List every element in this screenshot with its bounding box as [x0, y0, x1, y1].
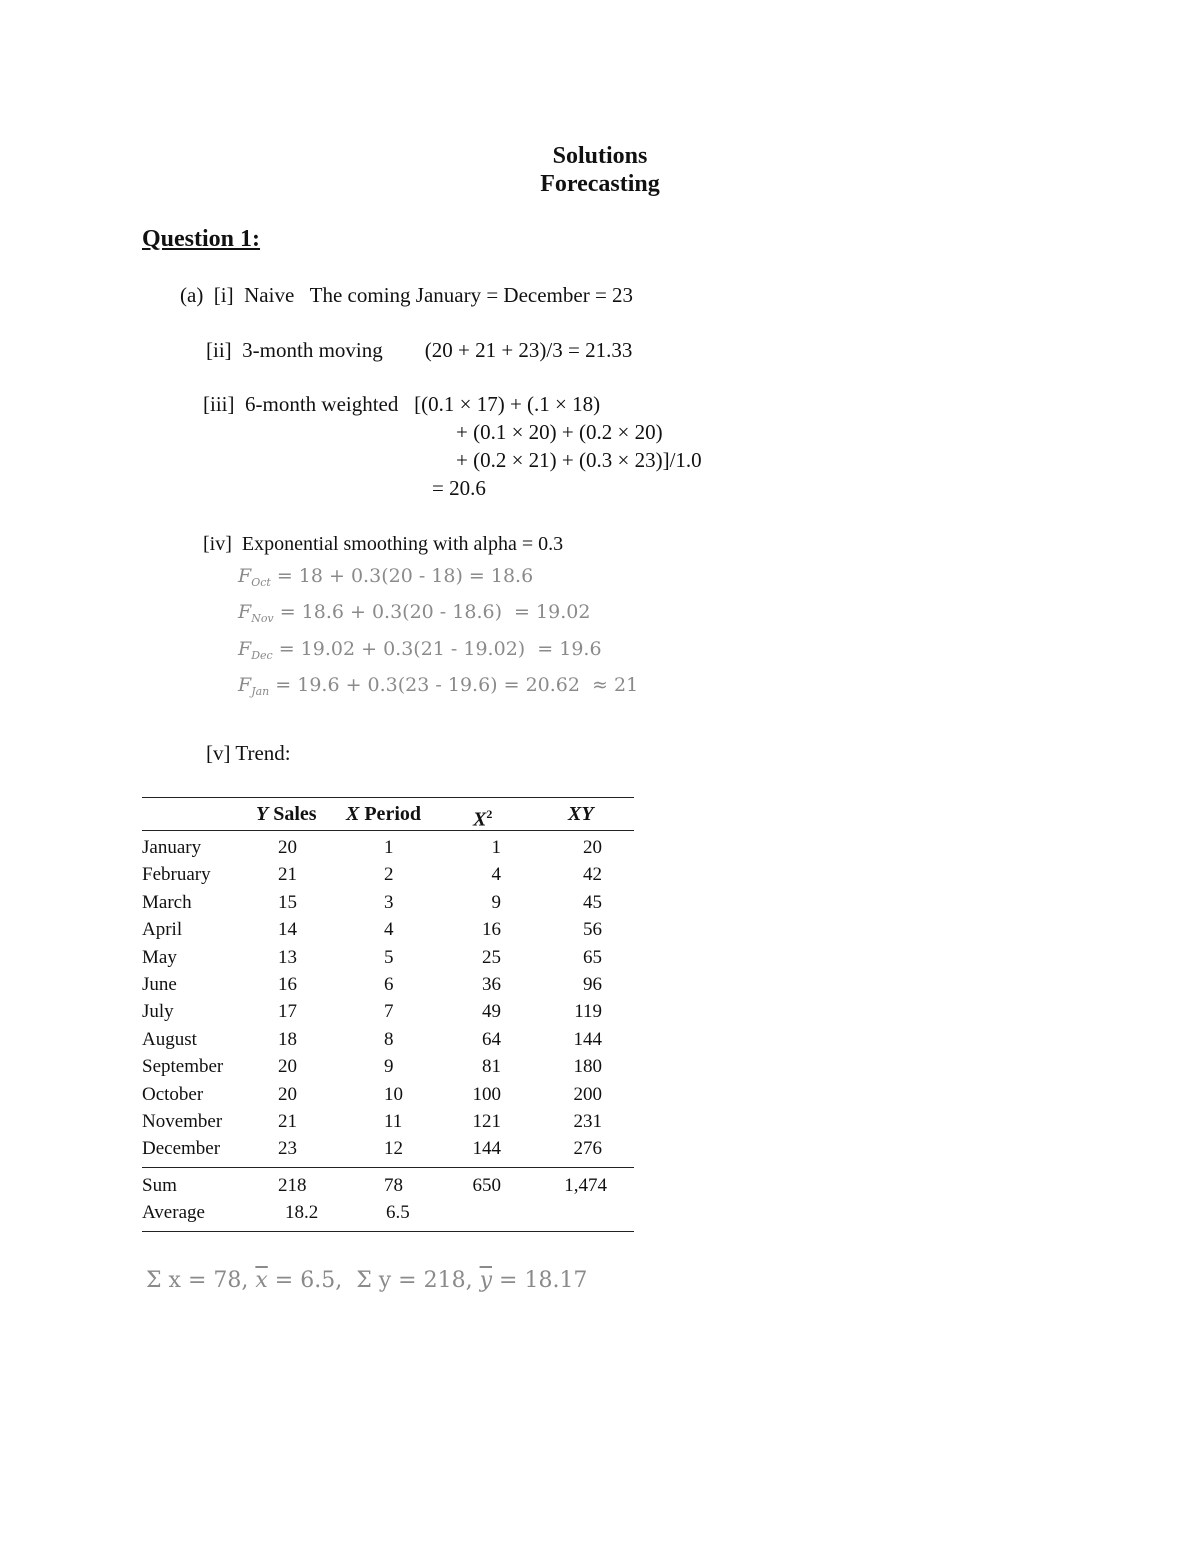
summary-statistics: Σ x = 78, $\overline{x} = 6.5$, Σ y = 218, $\overline{y} = 18.17$ — [146, 1268, 588, 1293]
table-cell: 1 — [491, 837, 501, 858]
exp-equation-dec: $F_{Dec} = 19.02 + 0.3(21 - 19.02) = 19.6$ — [238, 638, 602, 662]
table-cell: 7 — [384, 1001, 394, 1023]
header-y-sales: Y Sales — [256, 803, 317, 825]
table-cell: 4 — [384, 919, 394, 941]
naive-forecast-line: (a) [i] Naive The coming January = December = 23 — [180, 283, 634, 307]
table-cell: 3 — [384, 891, 394, 913]
table-row — [142, 1053, 634, 1080]
table-row — [142, 971, 634, 998]
table-cell: 10 — [384, 1083, 403, 1105]
table-row — [142, 1081, 634, 1108]
table-cell: 13 — [278, 946, 297, 968]
table-row — [142, 1108, 634, 1135]
table-row — [142, 861, 634, 888]
table-cell: July — [142, 1001, 174, 1023]
table-header-rule — [142, 830, 634, 831]
table-top-rule — [142, 797, 634, 798]
question-heading: Question 1: — [142, 226, 261, 252]
table-cell: April — [142, 919, 183, 941]
table-cell: 180 — [573, 1056, 602, 1078]
table-cell: 21 — [278, 1111, 297, 1132]
weighted-line-1: [iii] 6-month weighted [(0.1 × 17) + (.1 × 18) — [203, 392, 601, 416]
table-cell: 96 — [583, 974, 602, 995]
table-row — [142, 889, 634, 916]
table-cell: 12 — [384, 1138, 403, 1160]
table-row — [142, 1135, 634, 1162]
header-x-period: X Period — [346, 803, 421, 825]
table-cell: 81 — [482, 1056, 501, 1078]
weighted-line-2: + (0.1 × 20) + (0.2 × 20) — [456, 420, 663, 444]
table-cell: 45 — [583, 891, 602, 913]
table-cell: March — [142, 891, 192, 913]
table-row — [142, 1026, 634, 1053]
exp-equation-jan: $F_{Jan} = 19.6 + 0.3(23 - 19.6) = 20.62 \approx 21$ — [238, 674, 639, 698]
table-cell: 231 — [573, 1111, 602, 1132]
table-cell: 17 — [278, 1001, 297, 1023]
table-cell: 9 — [491, 891, 501, 913]
trend-label: [v] Trend: — [206, 741, 291, 765]
page-subtitle: Forecasting — [540, 171, 660, 197]
table-cell: 121 — [472, 1111, 501, 1132]
table-cell: 18 — [278, 1028, 297, 1050]
table-cell: 4 — [491, 864, 501, 886]
table-row — [142, 834, 634, 861]
table-cell: 20 — [278, 1056, 297, 1078]
table-cell: 9 — [384, 1056, 394, 1078]
table-sum-rule — [142, 1167, 634, 1168]
exp-equation-nov: $F_{Nov} = 18.6 + 0.3(20 - 18.6) = 19.02$ — [238, 601, 591, 625]
table-cell: August — [142, 1028, 197, 1050]
table-cell: October — [142, 1083, 204, 1105]
table-cell: 65 — [583, 946, 602, 968]
table-cell: 1 — [384, 837, 394, 858]
table-cell: 276 — [573, 1138, 602, 1160]
table-cell: June — [142, 974, 177, 995]
table-cell: 25 — [482, 946, 501, 968]
table-cell: 49 — [482, 1001, 501, 1023]
table-cell: 2 — [384, 864, 394, 886]
table-cell: 16 — [482, 919, 501, 941]
table-cell: 23 — [278, 1138, 297, 1160]
table-cell: 144 — [472, 1138, 501, 1160]
table-cell: September — [142, 1056, 224, 1078]
table-cell: 20 — [278, 837, 297, 858]
table-cell: 64 — [482, 1028, 501, 1050]
exp-equation-oct: $F_{Oct} = 18 + 0.3(20 - 18) = 18.6$ — [238, 565, 534, 589]
weighted-result: = 20.6 — [432, 476, 486, 500]
table-row-average: Average 18.2 6.5 — [142, 1202, 410, 1223]
weighted-line-3: + (0.2 × 21) + (0.3 × 23)]/1.0 — [456, 448, 702, 472]
table-cell: 119 — [574, 1001, 602, 1023]
table-cell: February — [142, 864, 211, 886]
table-cell: 5 — [384, 946, 394, 968]
table-row-sum: Sum 218 78 650 1,474 — [142, 1175, 607, 1196]
table-row — [142, 916, 634, 943]
table-cell: 6 — [384, 974, 394, 995]
table-cell: May — [142, 946, 177, 968]
header-xy: XY — [568, 803, 594, 825]
table-cell: 14 — [278, 919, 297, 941]
table-cell: 11 — [384, 1111, 403, 1132]
table-cell: 20 — [583, 837, 602, 858]
table-cell: 42 — [583, 864, 602, 886]
table-cell: 56 — [583, 919, 602, 941]
table-cell: 144 — [573, 1028, 602, 1050]
table-cell: January — [142, 837, 202, 858]
table-cell: 36 — [482, 974, 501, 995]
exponential-heading: [iv] Exponential smoothing with alpha = 0.3 — [203, 533, 564, 555]
table-cell: 8 — [384, 1028, 394, 1050]
table-cell: 200 — [573, 1083, 602, 1105]
table-cell: 15 — [278, 891, 297, 913]
table-cell: 20 — [278, 1083, 297, 1105]
table-cell: 16 — [278, 974, 297, 995]
table-cell: 100 — [472, 1083, 501, 1105]
table-cell: November — [142, 1111, 223, 1132]
table-cell: 21 — [278, 864, 297, 886]
header-x-squared: $X^2$ — [473, 807, 493, 831]
table-bottom-rule — [142, 1231, 634, 1232]
table-row — [142, 998, 634, 1025]
table-row — [142, 944, 634, 971]
moving-average-line: [ii] 3-month moving (20 + 21 + 23)/3 = 21.33 — [206, 338, 633, 362]
page-title: Solutions — [552, 143, 648, 169]
table-cell: December — [142, 1138, 221, 1160]
